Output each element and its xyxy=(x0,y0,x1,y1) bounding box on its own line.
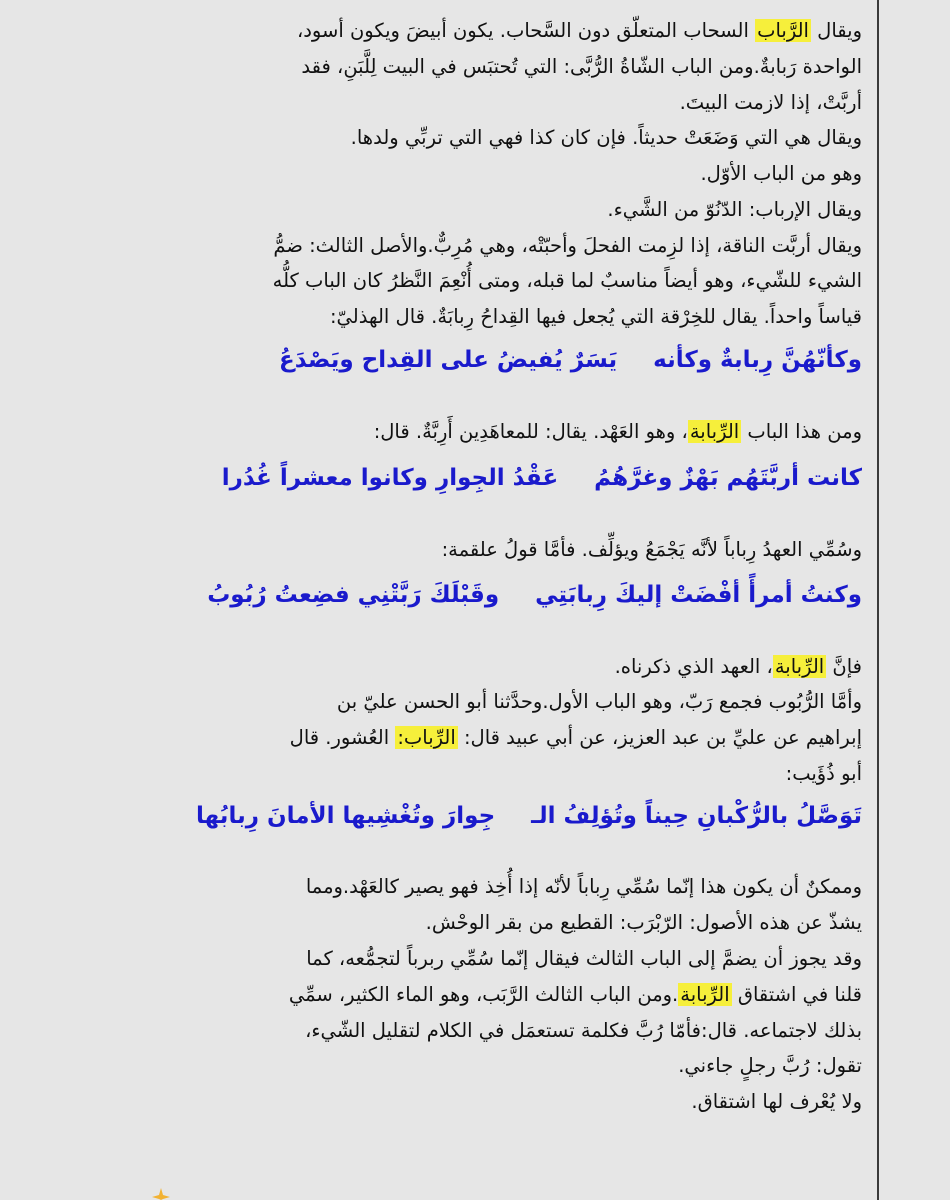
text-line: وهو من الباب الأوّل. xyxy=(700,162,862,185)
text-line: تقول: رُبَّ رجلٍ جاءني. xyxy=(678,1054,862,1077)
poem-second-hemistich: عَقْدُ الجِوارِ وكانوا معشراً غُدُرا xyxy=(221,465,559,491)
poem-second-hemistich: يَسَرٌ يُفيضُ على القِداح ويَصْدَعُ xyxy=(279,347,618,373)
text-line: ويقال الإرباب: الدّنُوّ من الشَّيء. xyxy=(607,198,862,221)
poem-verse xyxy=(222,460,862,496)
text-line: قياساً واحداً. يقال للخِرْقة التي يُجعل فيها القِداحُ رِبابَةٌ. قال الهذليّ: xyxy=(329,305,862,328)
poem-second-hemistich: جِوارَ وتُغْشِيها الأمانَ رِبابُها xyxy=(195,803,496,829)
text-line: بذلك لاجتماعه. قال:فأمّا رُبَّ فكلمة تستعمَل في الكلام لتقليل الشّيء، xyxy=(305,1019,862,1042)
text-line: الشيء للشّيء، وهو أيضاً مناسبٌ لما قبله، ومتى أُنْعِمَ النَّظرُ كان الباب كلُّه xyxy=(272,269,862,292)
text-line: أربَّتْ، إذا لازمت البيتَ. xyxy=(679,91,862,114)
text-line: أبو ذُؤَيب: xyxy=(785,762,862,785)
highlighted-word: الرِّبابة xyxy=(680,983,730,1006)
text-line: وسُمِّي العهدُ رِباباً لأنَّه يَجْمَعُ ويؤلِّف. فأمَّا قولُ علقمة: xyxy=(441,538,862,561)
highlighted-word: الرِّباب: xyxy=(397,726,456,749)
highlighted-word: الرَّباب xyxy=(757,19,809,42)
sparkle-icon xyxy=(150,1186,172,1200)
poem-verse xyxy=(207,577,862,613)
poem-verse xyxy=(196,798,862,834)
text-line: قلنا في اشتقاق الرِّبابة.ومن الباب الثالث الرَّبَب، وهو الماء الكثير، سمِّي xyxy=(288,983,862,1006)
poem-verse xyxy=(279,342,862,378)
text-line: إبراهيم عن عليِّ بن عبد العزيز، عن أبي عبيد قال: الرِّباب: العُشور. قال xyxy=(289,726,862,749)
text-line: ويقال هي التي وَضَعَتْ حديثاً. فإن كان كذا فهي التي تربِّي ولدها. xyxy=(350,126,862,149)
text-line: ويقال أربَّت الناقة، إذا لزِمت الفحلَ وأحبّتْه، وهي مُرِبٌّ.والأصل الثالث: ضمُّ xyxy=(273,234,862,257)
text-line: الواحدة رَبابةٌ.ومن الباب الشّاةُ الرُّبَّى: التي تُحتبَس في البيت لِلَّبَنِ، فقد xyxy=(301,55,862,78)
poem-first-hemistich: وكنتُ أمرأً أفْضَتْ إليكَ رِبابَتِي xyxy=(535,582,862,608)
poem-first-hemistich: تَوَصَّلُ بالرُّكْبانِ حِيناً وتُؤلِفُ الـ xyxy=(531,803,862,829)
text-line: ويقال الرَّباب السحاب المتعلّق دون السَّحاب. يكون أبيضَ ويكون أسود، xyxy=(296,19,862,42)
text-line: يشذّ عن هذه الأصول: الرّبْرَب: القطيع من بقر الوحْش. xyxy=(425,911,862,934)
page-edge-border xyxy=(877,0,879,1200)
text-line: وأمَّا الرُّبُوب فجمع رَبّ، وهو الباب الأول.وحدَّثنا أبو الحسن عليّ بن xyxy=(336,690,862,713)
poem-first-hemistich: وكأنّهُنَّ رِبابةٌ وكأنه xyxy=(653,347,862,373)
highlighted-word: الرِّبابة xyxy=(774,655,825,678)
highlighted-word: الرِّبابة xyxy=(689,420,740,443)
poem-second-hemistich: وقَبْلَكَ رَبَّتْنِي فضِعتُ رُبُوبُ xyxy=(207,582,500,608)
text-line: وممكنٌ أن يكون هذا إنّما سُمِّي رِباباً لأنّه إذا أُخِذ فهو يصير كالعَهْد.ومما xyxy=(305,875,862,898)
text-line: ولا يُعْرف لها اشتقاق. xyxy=(691,1090,862,1113)
text-line: فإنَّ الرِّبابة، العهد الذي ذكرناه. xyxy=(614,655,862,678)
poem-first-hemistich: كانت أربَّتَهُم بَهْزٌ وغرَّهُمُ xyxy=(594,465,862,491)
text-line: ومن هذا الباب الرِّبابة، وهو العَهْد. يقال: للمعاهَدِين أَرِبَّةٌ. قال: xyxy=(373,420,862,443)
text-line: وقد يجوز أن يضمَّ إلى الباب الثالث فيقال إنّما سُمِّي ربرباً لتجمُّعه، كما xyxy=(306,947,862,970)
